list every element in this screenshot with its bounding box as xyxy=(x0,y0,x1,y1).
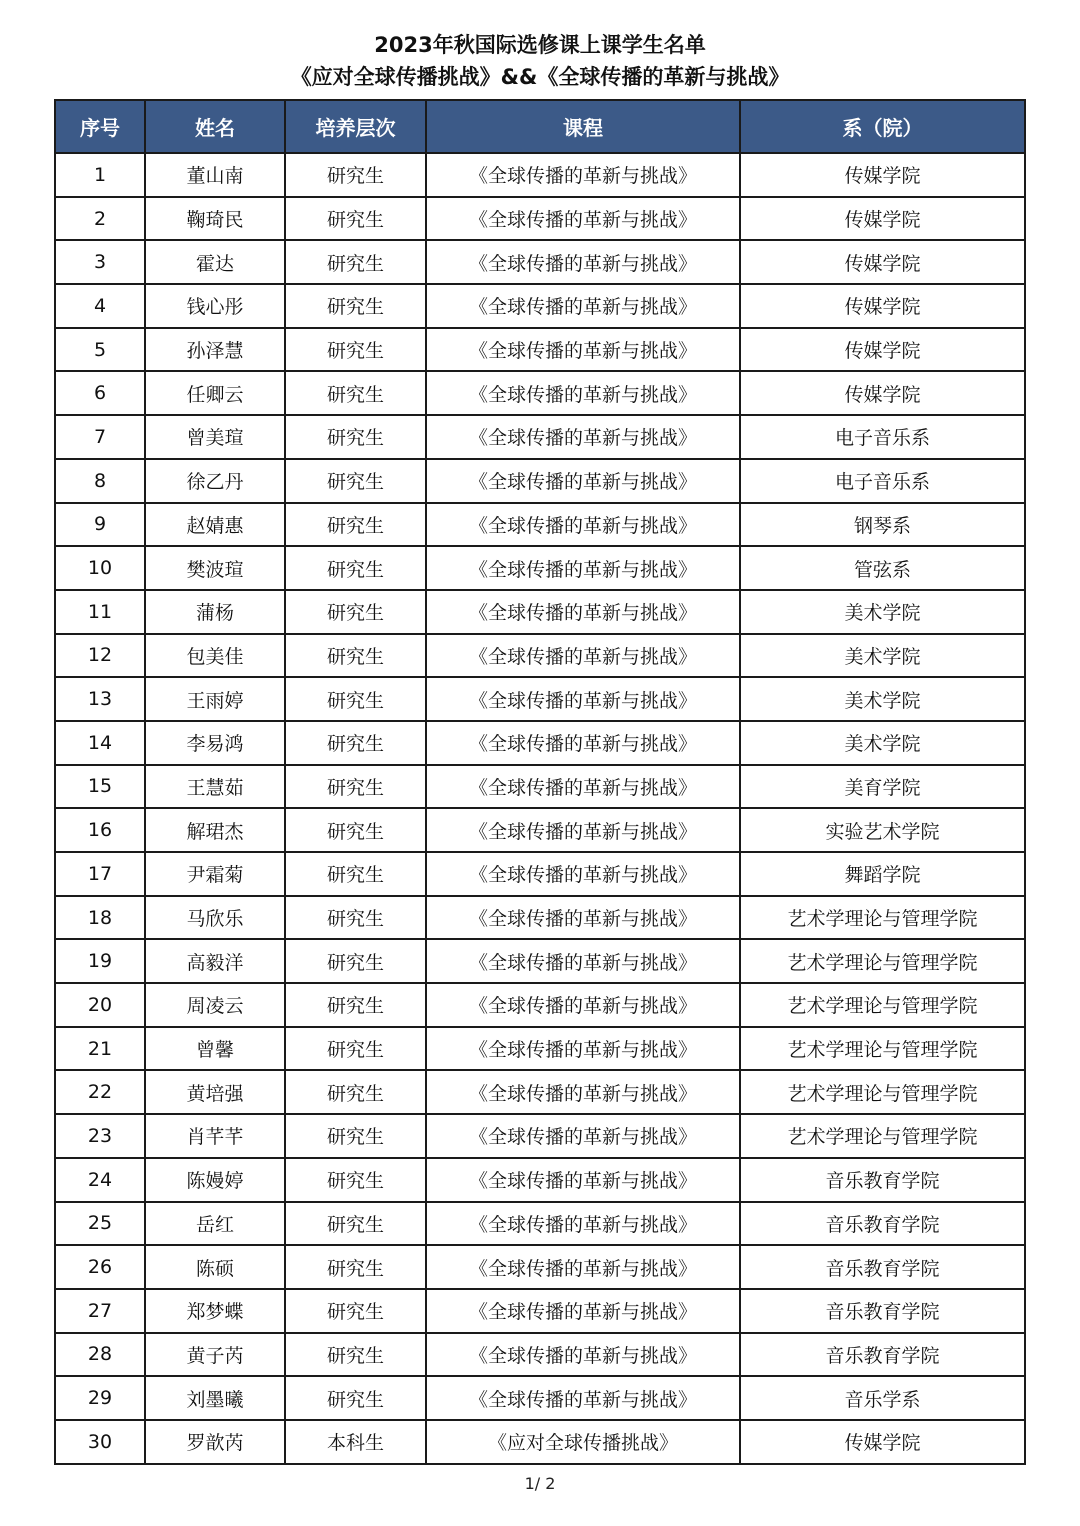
column-header-name: 姓名 xyxy=(145,100,285,153)
cell-level: 研究生 xyxy=(285,634,426,678)
cell-course: 《全球传播的革新与挑战》 xyxy=(426,284,740,328)
cell-department: 舞蹈学院 xyxy=(740,852,1025,896)
cell-level: 研究生 xyxy=(285,371,426,415)
table-row xyxy=(55,590,1025,634)
cell-level: 研究生 xyxy=(285,197,426,241)
cell-department: 传媒学院 xyxy=(740,284,1025,328)
cell-department: 艺术学理论与管理学院 xyxy=(740,1070,1025,1114)
cell-index: 26 xyxy=(55,1245,145,1289)
table-row xyxy=(55,852,1025,896)
cell-level: 研究生 xyxy=(285,1070,426,1114)
table-row xyxy=(55,1158,1025,1202)
cell-department: 音乐学系 xyxy=(740,1376,1025,1420)
cell-course: 《全球传播的革新与挑战》 xyxy=(426,546,740,590)
table-row xyxy=(55,371,1025,415)
table-row xyxy=(55,1245,1025,1289)
cell-department: 管弦系 xyxy=(740,546,1025,590)
cell-name: 任卿云 xyxy=(145,371,285,415)
cell-name: 王雨婷 xyxy=(145,677,285,721)
cell-name: 尹霜菊 xyxy=(145,852,285,896)
cell-name: 曾馨 xyxy=(145,1027,285,1071)
cell-index: 10 xyxy=(55,546,145,590)
cell-department: 艺术学理论与管理学院 xyxy=(740,983,1025,1027)
cell-index: 5 xyxy=(55,328,145,372)
cell-name: 蒲杨 xyxy=(145,590,285,634)
column-header-department: 系（院） xyxy=(740,100,1025,153)
table-row xyxy=(55,1420,1025,1464)
cell-name: 孙泽慧 xyxy=(145,328,285,372)
table-row xyxy=(55,1027,1025,1071)
cell-level: 研究生 xyxy=(285,1202,426,1246)
cell-course: 《全球传播的革新与挑战》 xyxy=(426,1027,740,1071)
cell-level: 研究生 xyxy=(285,983,426,1027)
cell-name: 王慧茹 xyxy=(145,765,285,809)
cell-level: 研究生 xyxy=(285,1289,426,1333)
cell-level: 研究生 xyxy=(285,765,426,809)
cell-level: 研究生 xyxy=(285,459,426,503)
cell-department: 传媒学院 xyxy=(740,328,1025,372)
cell-name: 陈嫚婷 xyxy=(145,1158,285,1202)
cell-course: 《全球传播的革新与挑战》 xyxy=(426,983,740,1027)
column-header-course: 课程 xyxy=(426,100,740,153)
cell-level: 研究生 xyxy=(285,1376,426,1420)
table-row xyxy=(55,765,1025,809)
cell-index: 24 xyxy=(55,1158,145,1202)
cell-name: 黄子芮 xyxy=(145,1333,285,1377)
cell-name: 鞠琦民 xyxy=(145,197,285,241)
cell-index: 28 xyxy=(55,1333,145,1377)
cell-department: 实验艺术学院 xyxy=(740,808,1025,852)
cell-department: 音乐教育学院 xyxy=(740,1202,1025,1246)
cell-course: 《全球传播的革新与挑战》 xyxy=(426,1158,740,1202)
cell-course: 《全球传播的革新与挑战》 xyxy=(426,240,740,284)
cell-department: 音乐教育学院 xyxy=(740,1333,1025,1377)
cell-department: 艺术学理论与管理学院 xyxy=(740,1027,1025,1071)
cell-department: 艺术学理论与管理学院 xyxy=(740,939,1025,983)
cell-name: 曾美瑄 xyxy=(145,415,285,459)
cell-course: 《全球传播的革新与挑战》 xyxy=(426,1333,740,1377)
cell-course: 《全球传播的革新与挑战》 xyxy=(426,721,740,765)
table-row xyxy=(55,896,1025,940)
cell-index: 9 xyxy=(55,503,145,547)
cell-course: 《全球传播的革新与挑战》 xyxy=(426,939,740,983)
cell-course: 《全球传播的革新与挑战》 xyxy=(426,1070,740,1114)
table-row xyxy=(55,415,1025,459)
cell-index: 1 xyxy=(55,153,145,197)
cell-course: 《全球传播的革新与挑战》 xyxy=(426,852,740,896)
cell-department: 音乐教育学院 xyxy=(740,1289,1025,1333)
cell-level: 研究生 xyxy=(285,1158,426,1202)
table-row xyxy=(55,153,1025,197)
cell-name: 刘墨曦 xyxy=(145,1376,285,1420)
cell-index: 17 xyxy=(55,852,145,896)
table-row xyxy=(55,721,1025,765)
cell-course: 《全球传播的革新与挑战》 xyxy=(426,677,740,721)
table-row xyxy=(55,634,1025,678)
cell-index: 22 xyxy=(55,1070,145,1114)
cell-name: 肖芊芊 xyxy=(145,1114,285,1158)
cell-name: 郑梦蝶 xyxy=(145,1289,285,1333)
cell-course: 《全球传播的革新与挑战》 xyxy=(426,503,740,547)
cell-course: 《全球传播的革新与挑战》 xyxy=(426,415,740,459)
cell-level: 研究生 xyxy=(285,808,426,852)
cell-course: 《全球传播的革新与挑战》 xyxy=(426,459,740,503)
cell-level: 研究生 xyxy=(285,1245,426,1289)
cell-index: 19 xyxy=(55,939,145,983)
cell-name: 包美佳 xyxy=(145,634,285,678)
cell-name: 罗歆芮 xyxy=(145,1420,285,1464)
cell-level: 研究生 xyxy=(285,896,426,940)
table-row xyxy=(55,328,1025,372)
cell-course: 《全球传播的革新与挑战》 xyxy=(426,197,740,241)
cell-department: 电子音乐系 xyxy=(740,459,1025,503)
cell-name: 樊波瑄 xyxy=(145,546,285,590)
cell-level: 研究生 xyxy=(285,503,426,547)
cell-level: 研究生 xyxy=(285,1027,426,1071)
cell-course: 《全球传播的革新与挑战》 xyxy=(426,371,740,415)
student-roster-table xyxy=(54,99,1026,1465)
cell-level: 研究生 xyxy=(285,590,426,634)
cell-name: 马欣乐 xyxy=(145,896,285,940)
cell-department: 传媒学院 xyxy=(740,153,1025,197)
table-row xyxy=(55,1202,1025,1246)
cell-index: 11 xyxy=(55,590,145,634)
column-header-index: 序号 xyxy=(55,100,145,153)
table-row xyxy=(55,284,1025,328)
cell-name: 徐乙丹 xyxy=(145,459,285,503)
cell-index: 21 xyxy=(55,1027,145,1071)
page-subtitle: 《应对全球传播挑战》&&《全球传播的革新与挑战》 xyxy=(290,65,790,89)
cell-course: 《全球传播的革新与挑战》 xyxy=(426,765,740,809)
cell-index: 16 xyxy=(55,808,145,852)
table-header-row xyxy=(55,100,1025,153)
cell-course: 《全球传播的革新与挑战》 xyxy=(426,1114,740,1158)
cell-department: 美育学院 xyxy=(740,765,1025,809)
cell-department: 音乐教育学院 xyxy=(740,1158,1025,1202)
cell-course: 《全球传播的革新与挑战》 xyxy=(426,1202,740,1246)
cell-level: 研究生 xyxy=(285,546,426,590)
cell-index: 25 xyxy=(55,1202,145,1246)
cell-index: 3 xyxy=(55,240,145,284)
table-row xyxy=(55,808,1025,852)
cell-course: 《应对全球传播挑战》 xyxy=(426,1420,740,1464)
cell-level: 研究生 xyxy=(285,852,426,896)
table-row xyxy=(55,1070,1025,1114)
cell-index: 14 xyxy=(55,721,145,765)
table-row xyxy=(55,1114,1025,1158)
table-row xyxy=(55,1333,1025,1377)
cell-name: 董山南 xyxy=(145,153,285,197)
cell-course: 《全球传播的革新与挑战》 xyxy=(426,153,740,197)
cell-name: 钱心彤 xyxy=(145,284,285,328)
cell-name: 陈硕 xyxy=(145,1245,285,1289)
table-row xyxy=(55,546,1025,590)
cell-course: 《全球传播的革新与挑战》 xyxy=(426,1289,740,1333)
cell-index: 7 xyxy=(55,415,145,459)
table-row xyxy=(55,939,1025,983)
cell-department: 艺术学理论与管理学院 xyxy=(740,1114,1025,1158)
cell-department: 电子音乐系 xyxy=(740,415,1025,459)
cell-department: 美术学院 xyxy=(740,677,1025,721)
cell-department: 传媒学院 xyxy=(740,371,1025,415)
cell-index: 15 xyxy=(55,765,145,809)
cell-name: 周凌云 xyxy=(145,983,285,1027)
cell-index: 13 xyxy=(55,677,145,721)
cell-index: 20 xyxy=(55,983,145,1027)
cell-course: 《全球传播的革新与挑战》 xyxy=(426,634,740,678)
cell-index: 2 xyxy=(55,197,145,241)
cell-course: 《全球传播的革新与挑战》 xyxy=(426,808,740,852)
table-row xyxy=(55,1376,1025,1420)
table-body xyxy=(55,153,1025,1464)
page-number: 1/ 2 xyxy=(524,1474,556,1493)
table-row xyxy=(55,459,1025,503)
cell-level: 研究生 xyxy=(285,939,426,983)
cell-index: 27 xyxy=(55,1289,145,1333)
cell-level: 研究生 xyxy=(285,721,426,765)
cell-level: 研究生 xyxy=(285,153,426,197)
cell-index: 4 xyxy=(55,284,145,328)
column-header-level: 培养层次 xyxy=(285,100,426,153)
cell-index: 23 xyxy=(55,1114,145,1158)
table-row xyxy=(55,983,1025,1027)
cell-name: 李易鸿 xyxy=(145,721,285,765)
cell-level: 本科生 xyxy=(285,1420,426,1464)
table-row xyxy=(55,197,1025,241)
cell-index: 8 xyxy=(55,459,145,503)
cell-index: 6 xyxy=(55,371,145,415)
cell-name: 黄培强 xyxy=(145,1070,285,1114)
cell-course: 《全球传播的革新与挑战》 xyxy=(426,1245,740,1289)
cell-course: 《全球传播的革新与挑战》 xyxy=(426,590,740,634)
cell-level: 研究生 xyxy=(285,415,426,459)
cell-level: 研究生 xyxy=(285,1333,426,1377)
cell-department: 传媒学院 xyxy=(740,240,1025,284)
cell-course: 《全球传播的革新与挑战》 xyxy=(426,328,740,372)
cell-level: 研究生 xyxy=(285,328,426,372)
cell-name: 岳红 xyxy=(145,1202,285,1246)
cell-level: 研究生 xyxy=(285,1114,426,1158)
cell-index: 30 xyxy=(55,1420,145,1464)
page-title: 2023年秋国际选修课上课学生名单 xyxy=(374,33,706,57)
cell-level: 研究生 xyxy=(285,240,426,284)
cell-index: 29 xyxy=(55,1376,145,1420)
cell-name: 霍达 xyxy=(145,240,285,284)
cell-name: 高毅洋 xyxy=(145,939,285,983)
table-row xyxy=(55,1289,1025,1333)
cell-course: 《全球传播的革新与挑战》 xyxy=(426,1376,740,1420)
cell-department: 钢琴系 xyxy=(740,503,1025,547)
cell-level: 研究生 xyxy=(285,284,426,328)
table-row xyxy=(55,240,1025,284)
table-row xyxy=(55,677,1025,721)
cell-department: 艺术学理论与管理学院 xyxy=(740,896,1025,940)
cell-index: 12 xyxy=(55,634,145,678)
cell-department: 传媒学院 xyxy=(740,1420,1025,1464)
cell-course: 《全球传播的革新与挑战》 xyxy=(426,896,740,940)
table-row xyxy=(55,503,1025,547)
cell-name: 赵婧惠 xyxy=(145,503,285,547)
cell-level: 研究生 xyxy=(285,677,426,721)
cell-department: 传媒学院 xyxy=(740,197,1025,241)
cell-department: 美术学院 xyxy=(740,634,1025,678)
cell-name: 解珺杰 xyxy=(145,808,285,852)
cell-department: 美术学院 xyxy=(740,590,1025,634)
cell-department: 音乐教育学院 xyxy=(740,1245,1025,1289)
cell-index: 18 xyxy=(55,896,145,940)
cell-department: 美术学院 xyxy=(740,721,1025,765)
